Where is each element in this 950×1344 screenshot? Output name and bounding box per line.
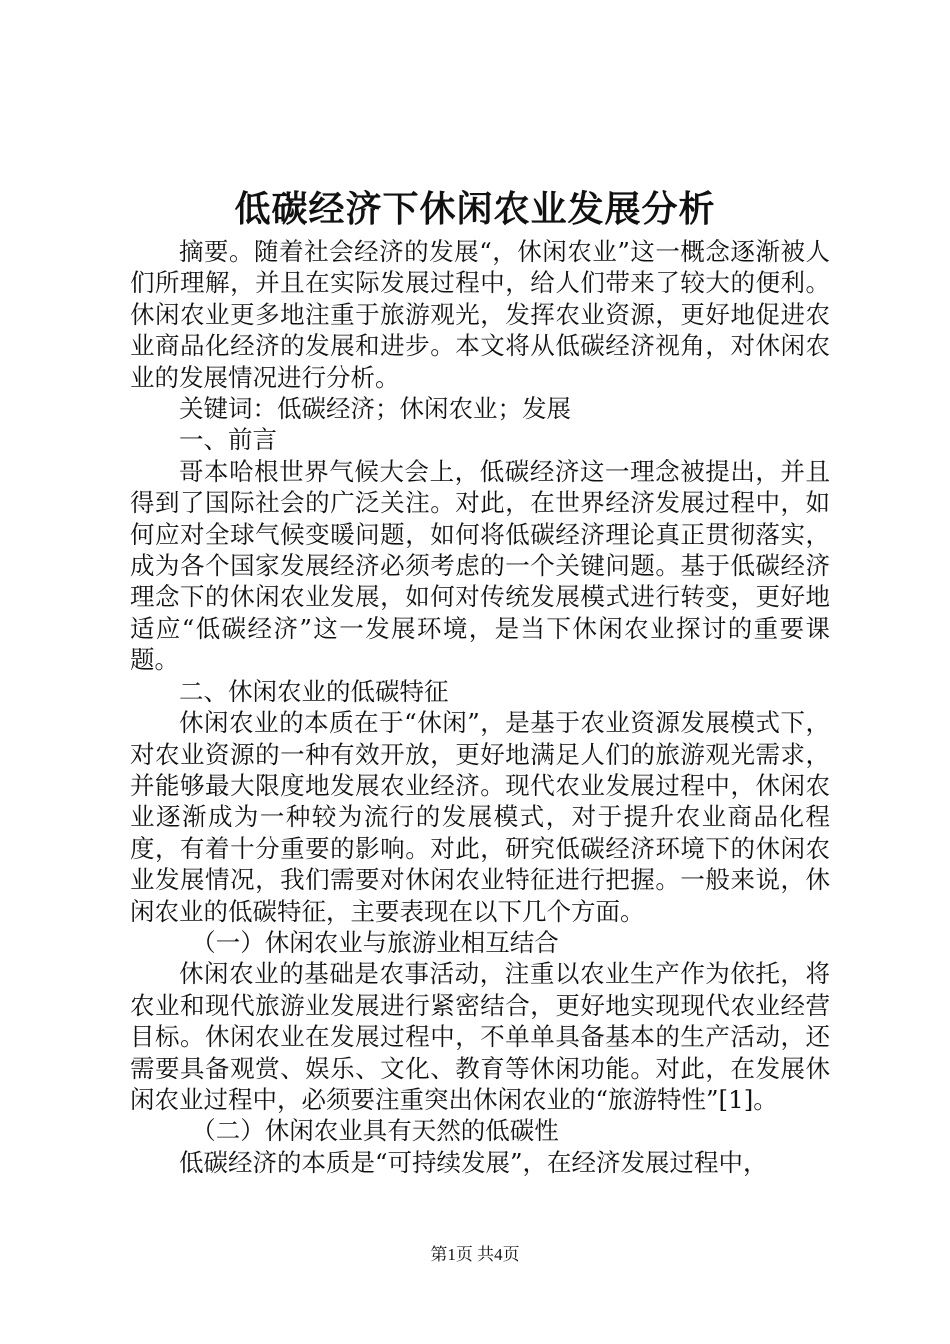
abstract-paragraph: 摘要。随着社会经济的发展“，休闲农业”这一概念逐渐被人们所理解，并且在实际发展过程中，给人们带来了较大的便利。休闲农业更多地注重于旅游观光，发挥农业资源，更好地促进农业商品化经济的发展和进步。本文将从低碳经济视角，对休闲农业的发展情况进行分析。 xyxy=(130,237,830,392)
body-paragraph: 休闲农业的基础是农事活动，注重以农业生产作为依托，将农业和现代旅游业发展进行紧密结合，更好地实现现代农业经营目标。休闲农业在发展过程中，不单单具备基本的生产活动，还需要具备观赏、娱乐、文化、教育等休闲功能。对此，在发展休闲农业过程中，必须要注重突出休闲农业的“旅游特性”[1]。 xyxy=(130,959,830,1114)
subsection-heading-2: （二）休闲农业具有天然的低碳性 xyxy=(191,1116,559,1146)
section-heading-features: 二、休闲农业的低碳特征 xyxy=(179,676,449,706)
body-paragraph: 哥本哈根世界气候大会上，低碳经济这一理念被提出，并且得到了国际社会的广泛关注。对此，在世界经济发展过程中，如何应对全球气候变暖问题，如何将低碳经济理论真正贯彻落实，成为各个国家发展经济必须考虑的一个关键问题。基于低碳经济理念下的休闲农业发展，如何对传统发展模式进行转变，更好地适应“低碳经济”这一发展环境，是当下休闲农业探讨的重要课题。 xyxy=(130,456,830,675)
body-paragraph: 低碳经济的本质是“可持续发展”，在经济发展过程中， xyxy=(179,1147,768,1177)
section-heading-preface: 一、前言 xyxy=(179,425,277,455)
document-title: 低碳经济下休闲农业发展分析 xyxy=(234,188,716,230)
body-paragraph: 休闲农业的本质在于“休闲”，是基于农业资源发展模式下，对农业资源的一种有效开放，更好地满足人们的旅游观光需求，并能够最大限度地发展农业经济。现代农业发展过程中，休闲农业逐渐成为一种较为流行的发展模式，对于提升农业商品化程度，有着十分重要的影响。对此，研究低碳经济环境下的休闲农业发展情况，我们需要对休闲农业特征进行把握。一般来说，休闲农业的低碳特征，主要表现在以下几个方面。 xyxy=(130,708,830,926)
subsection-heading-1: （一）休闲农业与旅游业相互结合 xyxy=(191,927,559,957)
keywords-line: 关键词：低碳经济；休闲农业；发展 xyxy=(179,394,571,424)
document-body xyxy=(130,236,830,1178)
page-footer: 第1页 共4页 xyxy=(430,1245,520,1264)
